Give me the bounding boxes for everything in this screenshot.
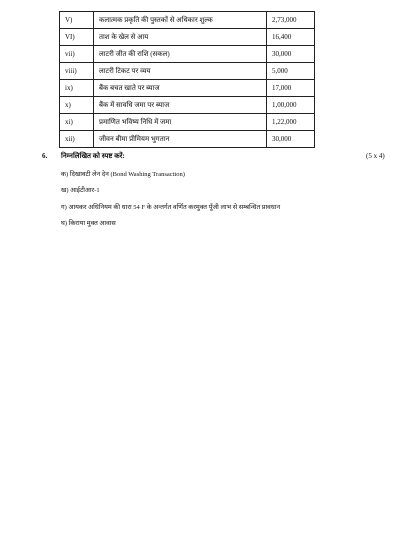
row-number: vii) bbox=[60, 46, 94, 63]
income-items-table bbox=[59, 11, 315, 148]
table-row bbox=[60, 12, 315, 29]
question-marks: (5 x 4) bbox=[366, 152, 385, 160]
table-row bbox=[60, 29, 315, 46]
row-amount: 30,000 bbox=[267, 46, 315, 63]
table-row bbox=[60, 114, 315, 131]
row-number: viii) bbox=[60, 63, 94, 80]
row-amount: 1,22,000 bbox=[267, 114, 315, 131]
row-description: प्रमाणित भविष्य निधि में जमा bbox=[94, 114, 267, 131]
row-amount: 30,000 bbox=[267, 131, 315, 148]
question-part-b: ख) आईटीआर-1 bbox=[61, 187, 100, 194]
row-number: ix) bbox=[60, 80, 94, 97]
row-description: लाटरी टिकट पर व्यय bbox=[94, 63, 267, 80]
table-row bbox=[60, 97, 315, 114]
row-number: x) bbox=[60, 97, 94, 114]
row-description: ताश के खेल से आय bbox=[94, 29, 267, 46]
row-amount: 16,400 bbox=[267, 29, 315, 46]
table-row bbox=[60, 46, 315, 63]
question-part-a: क) दिखावटी लेन देन (Bond Washing Transaction) bbox=[61, 171, 185, 178]
table-row bbox=[60, 131, 315, 148]
row-number: VI) bbox=[60, 29, 94, 46]
question-part-c: ग) आयकर अधिनियम की धारा 54 F के अन्तर्गत वर्णित करमुक्त पूँजी लाभ से सम्बन्धित प्रावधान bbox=[61, 204, 281, 211]
row-description: लाटरी जीत की राशि (सकल) bbox=[94, 46, 267, 63]
table-row bbox=[60, 80, 315, 97]
table-row bbox=[60, 63, 315, 80]
row-description: जीवन बीमा प्रीमियम भुगतान bbox=[94, 131, 267, 148]
question-title: निम्नलिखित को स्पष्ट करें: bbox=[61, 152, 125, 160]
question-number: 6. bbox=[42, 152, 48, 160]
row-number: xi) bbox=[60, 114, 94, 131]
question-part-d: घ) किराया मुक्त आवास bbox=[61, 220, 116, 227]
row-number: xii) bbox=[60, 131, 94, 148]
row-description: बैंक में सावधि जमा पर ब्याज bbox=[94, 97, 267, 114]
row-description: कलात्मक प्रकृति की पुस्तकों से अधिकार शुल्क bbox=[94, 12, 267, 29]
row-amount: 2,73,000 bbox=[267, 12, 315, 29]
row-amount: 17,000 bbox=[267, 80, 315, 97]
row-amount: 5,000 bbox=[267, 63, 315, 80]
row-description: बैंक बचत खाते पर ब्याज bbox=[94, 80, 267, 97]
row-number: V) bbox=[60, 12, 94, 29]
row-amount: 1,00,000 bbox=[267, 97, 315, 114]
